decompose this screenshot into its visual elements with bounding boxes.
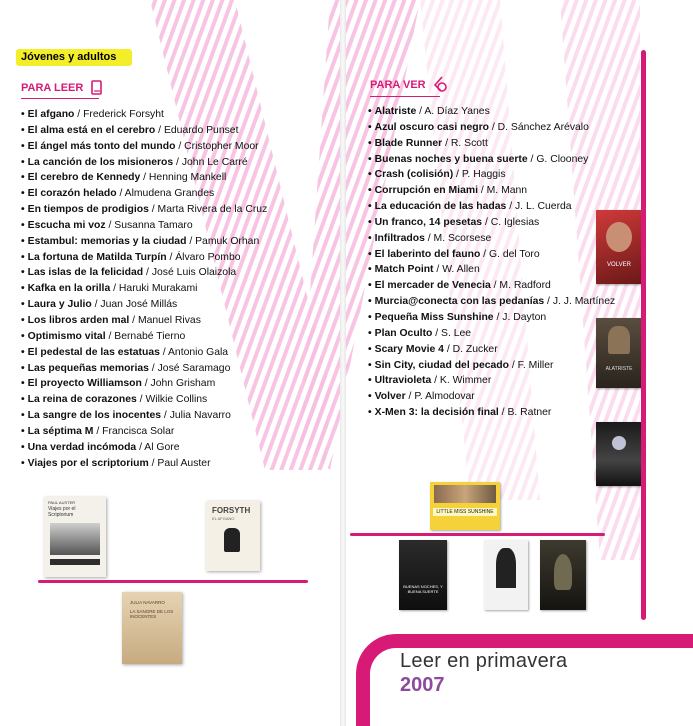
book-cover-forsyth-author: FORSYTH [212,506,251,515]
poster-sunshine-title: LITTLE MISS SUNSHINE [433,508,497,516]
separator: / [175,140,185,152]
separator: / [110,283,119,295]
read-item-title: Una verdad incómoda [27,441,137,453]
read-heading [21,80,103,96]
read-list-item [21,218,267,234]
separator: / [161,410,170,422]
watch-item-title: Un franco, 14 pesetas [374,216,483,228]
bullet-icon: • [21,172,25,184]
read-list-item [21,186,267,202]
watch-list-item [368,215,615,231]
bullet-icon: • [21,219,25,231]
separator: / [129,314,138,326]
watch-item-title: La educación de las hadas [374,201,507,213]
separator: / [91,299,101,311]
watch-item-author: B. Ratner [507,407,552,419]
bullet-icon: • [368,359,372,371]
read-list-item [21,456,267,472]
bullet-icon: • [368,343,372,355]
read-list-item [21,297,267,313]
book-cover-auster-author: PAUL AUSTER [48,500,76,505]
read-item-title: La fortuna de Matilda Turpín [27,251,167,263]
watch-list-item [368,199,615,215]
watch-item-author: J. L. Cuerda [514,201,572,213]
separator: / [488,121,498,133]
book-cover-forsyth-title: EL AFGANO [212,516,235,521]
watch-item-title: Alatriste [374,106,417,117]
watch-item-title: Blade Runner [374,137,443,149]
read-item-author: Bernabé Tierno [114,330,186,342]
read-item-title: El afgano [27,109,75,120]
poster-laberinto [540,540,586,610]
read-item-author: Haruki Murakami [118,283,198,295]
read-item-title: Laura y Julio [27,299,92,311]
read-list-item [21,329,267,345]
bullet-icon: • [368,311,372,323]
separator: / [443,343,453,355]
watch-item-author: P. Almodovar [414,391,475,403]
bullet-icon: • [21,425,25,437]
shelf-left [38,580,308,583]
separator: / [140,172,149,184]
read-item-author: Al Gore [144,441,180,453]
bullet-icon: • [368,106,372,117]
bullet-icon: • [21,267,25,279]
separator: / [442,137,451,149]
watch-list-item [368,358,615,374]
read-item-title: El ángel más tonto del mundo [27,140,176,152]
poster-alatriste [596,318,642,388]
poster-alatriste-figure [608,326,630,354]
bullet-icon: • [368,407,372,419]
separator: / [93,425,103,437]
read-item-title: Estambul: memorias y la ciudad [27,235,187,247]
book-cover-auster-band [50,559,100,565]
read-list-item [21,250,267,266]
bullet-icon: • [368,327,372,339]
separator: / [136,441,145,453]
poster-alatriste-title: ALATRISTE [605,366,633,372]
separator: / [141,378,151,390]
watch-list-item [368,152,615,168]
bullet-icon: • [368,232,372,244]
watch-list-item [368,120,615,136]
poster-sunshine-photo [434,485,496,503]
separator: / [527,153,537,165]
watch-item-author: M. Mann [486,185,528,197]
watch-item-author: K. Wimmer [439,375,492,387]
read-item-title: Las islas de la felicidad [27,267,144,279]
book-cover-navarro-author: JULIA NAVARRO [130,600,165,605]
bullet-icon: • [368,391,372,403]
separator: / [116,188,125,200]
separator: / [148,204,158,216]
read-list-item [21,392,267,408]
poster-buenas-noches [399,540,447,610]
film-icon [432,76,448,94]
watch-item-title: Volver [374,391,406,403]
read-item-author: Antonio Gala [168,346,229,358]
book-cover-forsyth [206,501,260,571]
watch-list-item [368,326,615,342]
read-list-item [21,123,267,139]
poster-laberinto-figure [554,554,572,590]
bullet-icon: • [21,378,25,390]
watch-list [368,104,615,421]
section-tag: Jóvenes y adultos [16,49,132,66]
watch-item-author: C. Iglesias [490,216,540,228]
bullet-icon: • [368,375,372,387]
bullet-icon: • [21,188,25,200]
read-list-item [21,139,267,155]
watch-item-author: R. Scott [450,137,488,149]
bullet-icon: • [368,185,372,197]
separator: / [482,216,491,228]
read-list-item [21,202,267,218]
separator: / [416,106,425,117]
read-list-item [21,265,267,281]
footer-title [400,650,567,697]
separator: / [480,248,489,260]
watch-list-item [368,389,615,405]
separator: / [490,280,500,292]
bullet-icon: • [21,140,25,152]
read-item-author: Francisca Solar [102,425,175,437]
separator: / [453,169,462,181]
separator: / [431,375,440,387]
bullet-icon: • [21,346,25,358]
watch-list-item [368,294,615,310]
read-item-title: Viajes por el scriptorium [27,457,149,469]
bullet-icon: • [21,124,25,136]
watch-list-item [368,373,615,389]
read-item-title: La séptima M [27,425,94,437]
watch-item-author: D. Sánchez Arévalo [497,121,589,133]
read-item-author: John Le Carré [181,156,248,168]
read-heading-rule [21,98,99,99]
read-item-title: Los libros arden mal [27,314,130,326]
watch-item-author: D. Zucker [452,343,498,355]
poster-match-point [484,540,528,610]
separator: / [74,109,84,120]
bullet-icon: • [21,299,25,311]
watch-list-item [368,310,615,326]
read-list [21,107,267,471]
book-icon [91,80,103,96]
separator: / [186,235,196,247]
bullet-icon: • [21,362,25,374]
poster-crash-light [612,436,626,450]
watch-item-author: G. Clooney [536,153,589,165]
read-item-author: José Saramago [157,362,231,374]
read-item-author: Pamuk Orhan [195,235,260,247]
watch-list-item [368,183,615,199]
read-item-author: Manuel Rivas [137,314,201,326]
read-item-author: Frederick Forsyht [83,109,164,120]
read-item-author: Eduardo Punset [163,124,239,136]
read-item-title: Optimismo vital [27,330,106,342]
bullet-icon: • [21,410,25,422]
bullet-icon: • [21,156,25,168]
read-item-author: Julia Navarro [169,410,231,422]
watch-item-author: S. Lee [441,327,472,339]
watch-heading [370,76,448,94]
watch-heading-label: PARA VER [370,79,426,91]
watch-item-author: G. del Toro [488,248,540,260]
watch-item-title: Corrupción en Miami [374,185,478,197]
book-cover-navarro [122,592,182,664]
separator: / [493,311,503,323]
separator: / [405,391,415,403]
read-item-author: José Luis Olaizola [151,267,237,279]
watch-list-item [368,262,615,278]
bullet-icon: • [368,248,372,260]
watch-item-author: J. Dayton [502,311,547,323]
poster-match-point-figure [496,548,516,588]
book-cover-forsyth-chess [224,528,240,552]
separator: / [105,219,115,231]
footer-year: 2007 [400,674,445,696]
watch-list-item [368,278,615,294]
read-item-title: La sangre de los inocentes [27,410,162,422]
bullet-icon: • [368,280,372,292]
read-item-title: El cerebro de Kennedy [27,172,141,184]
read-list-item [21,424,267,440]
read-item-author: John Grisham [150,378,216,390]
book-cover-auster [44,497,106,577]
watch-item-title: Crash (colisión) [374,169,454,181]
separator: / [173,156,182,168]
read-item-author: Álvaro Pombo [175,251,241,263]
read-item-title: El pedestal de las estatuas [27,346,160,358]
watch-item-title: Ultravioleta [374,375,432,387]
poster-sunshine [430,482,500,530]
read-item-author: Almudena Grandes [124,188,215,200]
read-list-item [21,107,267,123]
watch-item-title: Murcia@conecta con las pedanías [374,296,545,308]
read-list-item [21,361,267,377]
book-cover-auster-title: Viajes por el Scriptorium [48,506,76,518]
poster-buenas-noches-title: BUENAS NOCHES, Y BUENA SUERTE [403,584,443,594]
read-list-item [21,313,267,329]
poster-volver-title: VOLVER [607,262,631,268]
separator: / [432,327,442,339]
bullet-icon: • [21,204,25,216]
watch-item-title: Azul oscuro casi negro [374,121,489,133]
bullet-icon: • [21,251,25,263]
separator: / [166,251,176,263]
watch-item-author: W. Allen [442,264,480,276]
bullet-icon: • [368,137,372,149]
read-list-item [21,155,267,171]
watch-item-title: Buenas noches y buena suerte [374,153,528,165]
watch-item-title: Plan Oculto [374,327,433,339]
read-heading-label: PARA LEER [21,82,84,94]
watch-item-title: X-Men 3: la decisión final [374,407,499,419]
watch-item-author: M. Scorsese [433,232,492,244]
separator: / [148,362,158,374]
watch-item-title: Infiltrados [374,232,425,244]
bullet-icon: • [21,235,25,247]
separator: / [506,201,515,213]
read-item-title: El proyecto Williamson [27,378,142,390]
read-item-author: Henning Mankell [148,172,227,184]
bullet-icon: • [21,314,25,326]
watch-item-author: P. Haggis [461,169,506,181]
watch-list-item [368,167,615,183]
bullet-icon: • [368,153,372,165]
watch-list-item [368,136,615,152]
poster-volver [596,210,642,284]
bullet-icon: • [21,441,25,453]
read-item-author: Marta Rivera de la Cruz [157,204,268,216]
book-cover-auster-image [50,523,100,555]
shelf-right [350,533,605,536]
separator: / [424,232,434,244]
bullet-icon: • [21,283,25,295]
bullet-icon: • [21,109,25,120]
watch-list-item [368,405,615,421]
watch-list-item [368,104,615,120]
watch-list-item [368,247,615,263]
separator: / [159,346,168,358]
watch-item-title: Sin City, ciudad del pecado [374,359,509,371]
watch-item-author: F. Miller [517,359,554,371]
bullet-icon: • [21,330,25,342]
separator: / [148,457,158,469]
watch-item-author: J. J. Martínez [552,296,616,308]
watch-list-item [368,342,615,358]
page-fold [340,0,346,726]
read-item-title: El alma está en el cerebro [27,124,156,136]
read-item-author: Susanna Tamaro [114,219,193,231]
watch-item-title: El mercader de Venecia [374,280,491,292]
read-list-item [21,408,267,424]
footer-title-text: Leer en primavera [400,650,568,672]
read-item-title: Las pequeñas memorias [27,362,149,374]
separator: / [433,264,443,276]
read-item-title: El corazón helado [27,188,117,200]
book-cover-navarro-title: LA SANGRE DE LOS INOCENTES [130,609,174,619]
watch-list-item [368,231,615,247]
read-item-author: Wilkie Collins [145,394,208,406]
separator: / [105,330,115,342]
bullet-icon: • [368,169,372,181]
read-list-item [21,345,267,361]
read-list-item [21,170,267,186]
read-item-author: Juan José Millás [100,299,178,311]
watch-item-title: Match Point [374,264,434,276]
bullet-icon: • [368,296,372,308]
watch-item-author: M. Radford [499,280,551,292]
bullet-icon: • [368,121,372,133]
watch-item-title: Pequeña Miss Sunshine [374,311,494,323]
separator: / [498,407,508,419]
poster-crash [596,422,642,486]
separator: / [143,267,152,279]
separator: / [477,185,487,197]
read-item-author: Paul Auster [157,457,211,469]
read-list-item [21,281,267,297]
bullet-icon: • [368,201,372,213]
separator: / [508,359,518,371]
read-list-item [21,376,267,392]
read-list-item [21,440,267,456]
read-item-title: En tiempos de prodigios [27,204,149,216]
bullet-icon: • [368,216,372,228]
watch-heading-rule [370,96,440,97]
read-item-title: Escucha mi voz [27,219,106,231]
read-list-item [21,234,267,250]
watch-item-title: El laberinto del fauno [374,248,481,260]
pink-side-bar [641,50,646,620]
separator: / [544,296,553,308]
poster-volver-face [606,222,632,252]
read-item-title: Kafka en la orilla [27,283,111,295]
bullet-icon: • [21,394,25,406]
read-item-title: La reina de corazones [27,394,137,406]
read-item-title: La canción de los misioneros [27,156,174,168]
read-item-author: Cristopher Moor [184,140,259,152]
bullet-icon: • [21,457,25,469]
watch-item-title: Scary Movie 4 [374,343,444,355]
watch-item-author: A. Díaz Yanes [424,106,490,117]
separator: / [155,124,164,136]
bullet-icon: • [368,264,372,276]
separator: / [136,394,146,406]
